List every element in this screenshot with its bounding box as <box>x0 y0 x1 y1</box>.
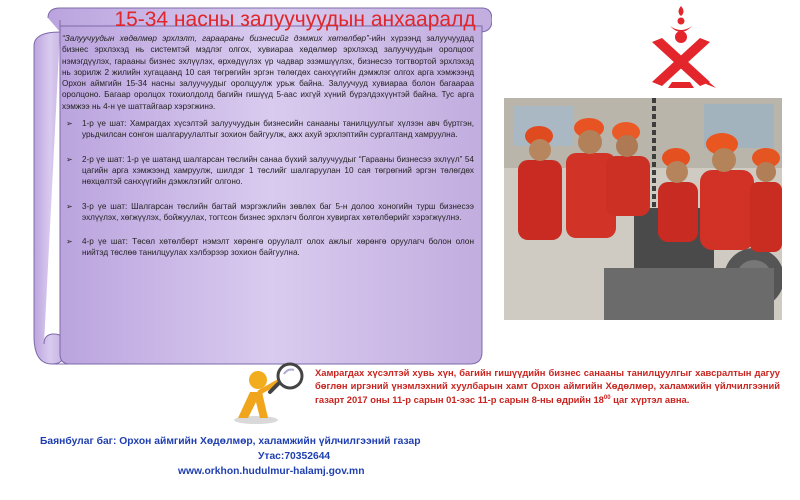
contact-phone: Утас:70352644 <box>258 451 331 462</box>
step-text: 4-р үе шат: Төсөл хөтөлбөрт нэмэлт хөрөнгө оруулалт олох ажлыг хөрөнгө оруулагч болон олон нийтэд төслөө танилцуулах хэлбэрээр зохион байгуулна. <box>82 237 474 258</box>
arrow-bullet-icon: ➢ <box>66 201 73 211</box>
notice-text-end: цаг хүртэл авна. <box>610 394 690 406</box>
page-title: 15-34 насны залуучуудын анхааралд <box>114 8 476 31</box>
program-name: “Залуучуудын хөдөлмөр эрхлэлт, гараарaны бизнесийг дэмжих хөтөлбөр” <box>62 34 369 43</box>
step-item <box>62 154 474 188</box>
step-text: 3-р үе шат: Шалгарсан төслийн багтай мэргэжлийн зөвлөх баг 5-н долоо хоногийн турш бизнесээ эхлүүлэх, хөгжүүлэх, бойжуулах, тогтсон бизнес эрхлэгч болгон хувиргах хөтөлбөрийг хэрэгжүүлнэ. <box>82 201 474 222</box>
arrow-bullet-icon: ➢ <box>66 237 73 247</box>
intro-paragraph <box>62 33 474 112</box>
magnifying-glass-icon <box>228 362 316 426</box>
magnifier-figure <box>228 362 316 426</box>
notice-text: Хамрагдах хүсэлтэй хувь хүн, багийн гишүүдийн бизнес санааны танилцуулгыг хавсралтын дагуу бөглөн иргэний үнэмлэхний хуулбарын хамт Орхон аймгийн Хөдөлмөр, халамжийн үйлчилгээний газарт 2017 оны 11-р сарын 01-ээс 11-р сарын 8-ны өдрийн 18 <box>315 367 780 406</box>
step-item <box>62 201 474 224</box>
contact-website[interactable]: www.orkhon.hudulmur-halamj.gov.mn <box>178 466 365 477</box>
workers-photo <box>504 98 782 320</box>
notice-time-superscript: 00 <box>603 395 611 401</box>
intro-text: -ийн хүрээнд залуучуудад бизнес эрхлэхэд нь системтэй мэдлэг олгох, хувиараа хөдөлмөр эрхлэхэд залуучуудын оролцоог нэмэгдүүлэх, гарааны бизнес эхлүүлэх, өрхөдүүлэх үр чадвар эзэмшүүлэх, бизнесээ тогтвортой эрхлэхэд нь зорилж 2 жилийн хугацаанд 10 сая төгрөгийн эргэн төлөгдөх санхүүгийн дэмжлэг олгох арга хэмжээнд Орхон аймгийн 15-34 насны залуучуудыг оролцуулж урьж байна. Залуучууд хувиараа болон багаараа оролцоно. Багаар оролцох тохиолдолд багийн гишүүд 5-аас ихгүй хүний бүрэлдэхүүнтэй байна. Тус арга хэмжээ нь 4-н үе шаттайгаар хэрэгжинэ. <box>62 34 474 111</box>
emblem-icon <box>640 4 722 90</box>
organization-logo <box>640 4 722 90</box>
step-text: 1-р үе шат: Хамрагдах хүсэлтэй залуучуудын бизнесийн санааны танилцуулгыг хүлээн авч бүртгэн, урьдчилсан сонгон шалгаруулалтыг зохион байгуулж, ажх ахуй эрхлэптийн сургалтанд хамруулна. <box>82 119 474 140</box>
step-item <box>62 118 474 141</box>
notice-paragraph <box>315 366 780 406</box>
contact-address: Баянбулаг баг: Орхон аймгийн Хөдөлмөр, халамжийн үйлчилгээний газар <box>40 436 421 447</box>
step-text: 2-р үе шат: 1-р үе шатанд шалгарсан төслийн санаа бүхий залуучуудыг “Гарааны бизнесээ эхлүүл” 54 цагийн арга хэмжээнд хамруулж, шилдэг 1 төслийг шалгаруулан 10 сая төгрөгний эргэн төлөгдөх нөхцөлтэй санхүүгийн дэмжлэгийг олгоно. <box>82 154 474 187</box>
step-item <box>62 236 474 259</box>
arrow-bullet-icon: ➢ <box>66 154 73 164</box>
workers-image <box>504 98 782 320</box>
content-body <box>62 33 474 363</box>
steps-list <box>62 118 474 259</box>
arrow-bullet-icon: ➢ <box>66 119 73 129</box>
